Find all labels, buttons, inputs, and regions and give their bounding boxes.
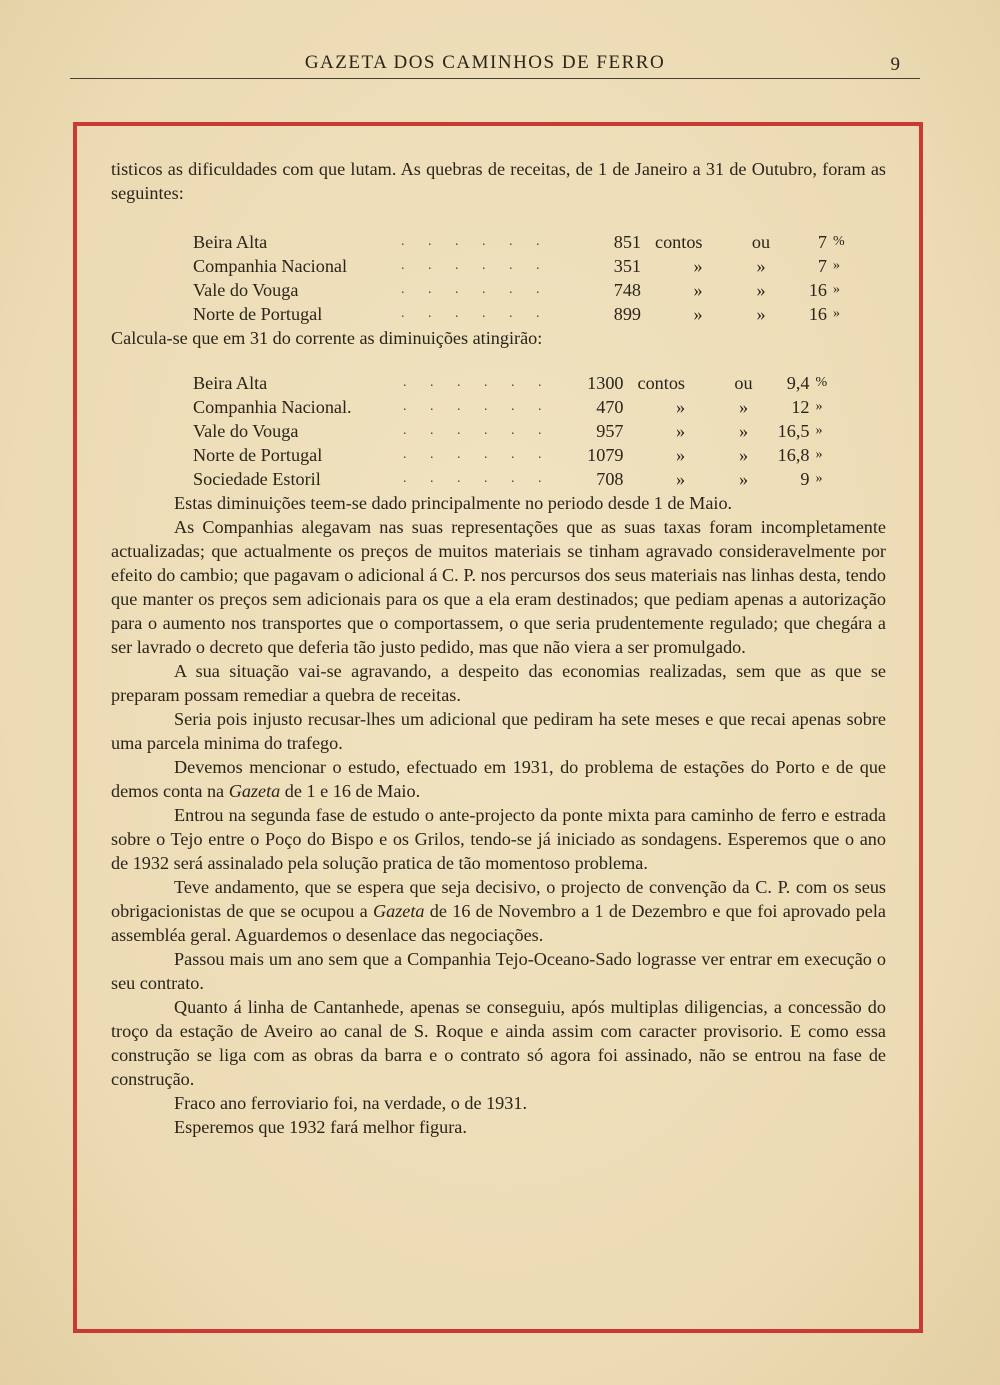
amount: 1079 <box>587 445 624 465</box>
unit: contos <box>655 232 703 252</box>
amount: 351 <box>613 256 641 276</box>
paragraph: Esperemos que 1932 fará melhor figura. <box>174 1117 467 1137</box>
paragraph: As Companhias alegavam nas suas representações que as suas taxas foram incompletamente actualizadas; que actualmente os preços de muitos materiais se tinham agravado consideravelmente por efeito do cambio; que pagavam o adicional á C. P. nos percursos dos seus materiais nas linhas desta, tendo que manter os preços sem adicionais para os que a ela eram destinados; que pediam apenas a autorização para o aumento nos transportes que o comportassem, o que seria prudentemente regulado; que chegára a ser lavrado o decreto que deferia tão justo pedido, mas que não viera a ser promulgado. <box>111 517 886 657</box>
dot-leader: . . . . . . <box>403 375 552 390</box>
ou-word: » <box>738 445 749 465</box>
table-row <box>193 395 846 419</box>
ou-word: » <box>738 421 749 441</box>
paragraph-text: de 16 de Novembro a 1 de Dezembro e que foi aprovado pela assembléa geral. Aguardemos o desenlace das negociações. <box>111 901 886 945</box>
company-name: Companhia Nacional. <box>193 397 352 417</box>
ou-word: » <box>738 469 749 489</box>
table-row <box>193 230 863 254</box>
percentage: 16 <box>808 280 827 300</box>
company-name: Vale do Vouga <box>193 280 299 300</box>
table-row <box>193 302 863 326</box>
amount: 748 <box>613 280 641 300</box>
table-row <box>193 254 863 278</box>
dot-leader: . . . . . . <box>403 423 552 438</box>
percentage: 7 <box>817 232 827 252</box>
losses-table <box>193 230 863 326</box>
paragraph <box>111 875 886 947</box>
dot-leader: . . . . . . <box>401 234 550 249</box>
paragraph: Entrou na segunda fase de estudo o ante-projecto da ponte mixta para caminho de ferro e estrada sobre o Tejo entre o Poço do Bispo e os Grilos, tendo-se já iniciado as sondagens. Esperemos que o ano de 1932 será assinalado pela solução pratica de tão momentoso problema. <box>111 805 886 873</box>
ou-word: » <box>738 397 749 417</box>
percentage: 16,5 <box>777 421 810 441</box>
table-row <box>193 371 846 395</box>
dot-leader: . . . . . . <box>403 399 552 414</box>
ou-word: ou <box>734 373 753 393</box>
amount: 470 <box>596 397 624 417</box>
percentage: 16 <box>808 304 827 324</box>
gazeta-reference: Gazeta <box>372 901 425 921</box>
gazeta-reference: Gazeta <box>228 781 281 801</box>
table-row <box>193 419 846 443</box>
dot-leader: . . . . . . <box>403 447 552 462</box>
dot-leader: . . . . . . <box>401 258 550 273</box>
company-name: Companhia Nacional <box>193 256 348 276</box>
unit: contos <box>637 373 685 393</box>
unit: » <box>675 469 686 489</box>
company-name: Norte de Portugal <box>193 304 323 324</box>
table-row <box>193 443 846 467</box>
percent-symbol: » <box>815 399 823 414</box>
dot-leader: . . . . . . <box>401 282 550 297</box>
ou-word: ou <box>751 232 771 252</box>
header-rule <box>70 78 920 79</box>
percentage: 9,4 <box>786 373 810 393</box>
company-name: Vale do Vouga <box>193 421 299 441</box>
table-row <box>193 467 846 491</box>
percent-symbol: » <box>833 306 840 321</box>
company-name: Beira Alta <box>193 232 268 252</box>
company-name: Beira Alta <box>193 373 268 393</box>
unit: » <box>675 421 686 441</box>
paragraph-text: de 1 e 16 de Maio. <box>280 781 421 801</box>
page-header <box>70 52 900 78</box>
table-row <box>193 278 863 302</box>
article-body <box>111 157 886 1139</box>
unit: » <box>693 280 703 300</box>
percent-symbol: % <box>815 375 828 390</box>
percent-symbol: » <box>815 447 823 462</box>
percent-symbol: » <box>815 471 823 486</box>
paragraph: A sua situação vai-se agravando, a despeito das economias realizadas, sem que as que se preparam possam remediar a quebra de receitas. <box>111 661 886 705</box>
paragraph: Passou mais um ano sem que a Companhia Tejo-Oceano-Sado lograsse ver entrar em execução o seu contrato. <box>111 949 886 993</box>
paragraph <box>111 755 886 803</box>
paragraph: Seria pois injusto recusar-lhes um adicional que pediram ha sete meses e que recai apenas sobre uma parcela minima do trafego. <box>111 709 886 753</box>
journal-title: GAZETA DOS CAMINHOS DE FERRO <box>304 52 666 73</box>
ou-word: » <box>756 304 766 324</box>
percent-symbol: » <box>833 258 840 273</box>
percentage: 12 <box>791 397 810 417</box>
amount: 708 <box>596 469 624 489</box>
amount: 899 <box>613 304 641 324</box>
estimate-intro: Calcula-se que em 31 do corrente as diminuições atingirão: <box>111 328 543 348</box>
amount: 957 <box>596 421 624 441</box>
ou-word: » <box>756 256 766 276</box>
estimates-table <box>193 371 846 491</box>
paragraph-text: Teve andamento, que se espera que seja decisivo, o projecto de convenção da C. P. com os seus obrigacionistas de que se ocupou a <box>111 877 886 921</box>
paragraph-text: Devemos mencionar o estudo, efectuado em 1931, do problema de estações do Porto e de que demos conta na <box>111 757 886 801</box>
paragraph: Estas diminuições teem-se dado principalmente no periodo desde 1 de Maio. <box>174 493 733 513</box>
paragraph: Quanto á linha de Cantanhede, apenas se conseguiu, após multiplas diligencias, a concessão do troço da estação de Aveiro ao canal de S. Roque e ainda assim com caracter provisorio. E como essa construção se liga com as obras da barra e o contrato só agora foi assinado, não se entrou na fase de construção. <box>111 997 886 1089</box>
percentage: 7 <box>817 256 827 276</box>
company-name: Norte de Portugal <box>193 445 323 465</box>
amount: 851 <box>613 232 641 252</box>
percent-symbol: » <box>815 423 823 438</box>
company-name: Sociedade Estoril <box>193 469 321 489</box>
amount: 1300 <box>587 373 624 393</box>
dot-leader: . . . . . . <box>401 306 550 321</box>
percentage: 9 <box>800 469 810 489</box>
percent-symbol: » <box>833 282 840 297</box>
percentage: 16,8 <box>777 445 810 465</box>
page-number: 9 <box>890 54 900 75</box>
unit: » <box>675 445 686 465</box>
paragraph: Fraco ano ferroviario foi, na verdade, o de 1931. <box>174 1093 528 1113</box>
dot-leader: . . . . . . <box>403 471 552 486</box>
unit: » <box>675 397 686 417</box>
unit: » <box>693 304 703 324</box>
percent-symbol: % <box>833 234 845 249</box>
unit: » <box>693 256 703 276</box>
intro-paragraph: tisticos as dificuldades com que lutam. As quebras de receitas, de 1 de Janeiro a 31 de Outubro, foram as seguintes: <box>111 159 886 203</box>
ou-word: » <box>756 280 766 300</box>
